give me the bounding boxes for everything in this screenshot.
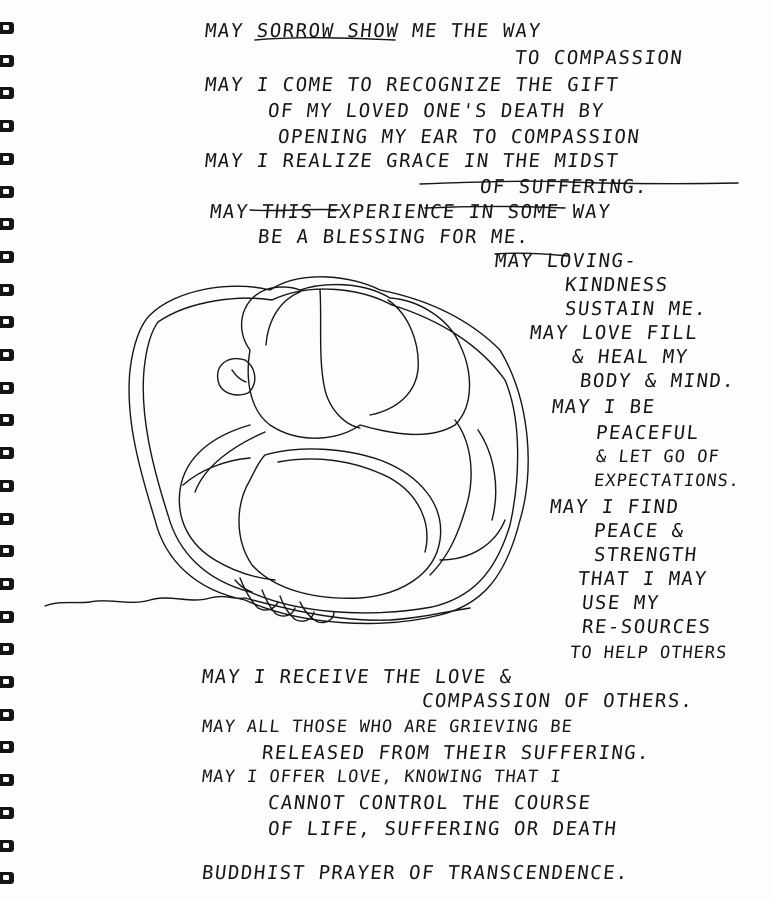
prayer-line: RE-SOURCES <box>580 616 713 638</box>
prayer-line: MAY I OFFER LOVE, KNOWING THAT I <box>200 767 563 787</box>
prayer-line: COMPASSION OF OTHERS. <box>420 690 695 712</box>
prayer-line: PEACEFUL <box>594 422 701 444</box>
prayer-line: BE A BLESSING FOR ME. <box>256 226 531 248</box>
prayer-line: TO HELP OTHERS <box>568 643 729 663</box>
prayer-line: PEACE & <box>592 520 686 542</box>
prayer-line: BODY & MIND. <box>578 370 737 392</box>
prayer-line: MAY LOVING- <box>493 250 639 272</box>
prayer-line: MAY I REALIZE GRACE IN THE MIDST <box>203 150 621 172</box>
prayer-line: KINDNESS <box>563 274 670 296</box>
prayer-line: MAY I BE <box>550 396 657 418</box>
prayer-line: & LET GO OF <box>594 447 721 467</box>
prayer-line: OF LIFE, SUFFERING OR DEATH <box>266 818 619 840</box>
prayer-line: MAY I RECEIVE THE LOVE & <box>200 666 514 688</box>
prayer-line: MAY LOVE FILL <box>528 322 700 344</box>
prayer-line: SUSTAIN ME. <box>563 298 709 320</box>
prayer-line: MAY I COME TO RECOGNIZE THE GIFT <box>203 74 621 96</box>
prayer-line: & HEAL MY <box>570 346 690 368</box>
prayer-line: OPENING MY EAR TO COMPASSION <box>276 126 642 148</box>
prayer-title: BUDDHIST PRAYER OF TRANSCENDENCE. <box>200 862 631 884</box>
prayer-line: MAY ALL THOSE WHO ARE GRIEVING BE <box>200 717 574 737</box>
prayer-line: MAY I FIND <box>548 496 681 518</box>
prayer-line: STRENGTH <box>592 544 699 566</box>
prayer-line: THAT I MAY <box>576 568 709 590</box>
prayer-line: OF SUFFERING. <box>478 176 650 198</box>
prayer-line: CANNOT CONTROL THE COURSE <box>266 792 593 814</box>
prayer-line: MAY SORROW SHOW ME THE WAY <box>203 20 543 42</box>
prayer-line: OF MY LOVED ONE'S DEATH BY <box>266 100 606 122</box>
prayer-line: USE MY <box>580 592 661 614</box>
prayer-line: MAY THIS EXPERIENCE IN SOME WAY <box>208 201 613 223</box>
prayer-line: TO COMPASSION <box>513 47 685 69</box>
prayer-line: EXPECTATIONS. <box>592 471 742 491</box>
prayer-line: RELEASED FROM THEIR SUFFERING. <box>260 742 652 764</box>
